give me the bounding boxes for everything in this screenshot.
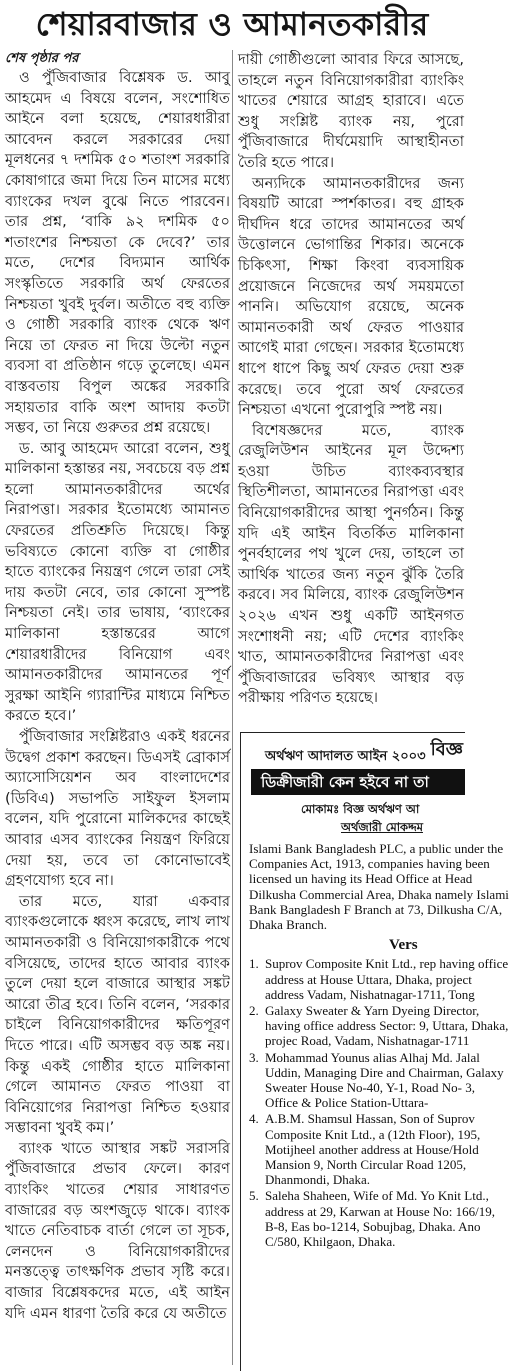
paragraph: ও পুঁজিবাজার বিশ্লেষক ড. আবু আহমেদ এ বিষয়ে বলেন, সংশোধিত আইনে বলা হয়েছে, শেয়ারধারীরা আবেদন করলে সরকারের দেয়া মূলধনের ৭ দশমিক ৫০ শতাংশ সরকারি কোষাগারে জমা দিয়ে তিন মাসের মধ্যে ব্যাংকের দখল বুঝে নিতে পারবেন। তার প্রশ্ন, ‘বাকি ৯২ দশমিক ৫০ শতাংশের নিশ্চয়তা কে দেবে?’ তার মতে, দেশের বিদ্যমান আর্থিক সংস্কৃতিতে সরকারি অর্থ ফেরতের নিশ্চয়তা খুবই দুর্বল। অতীতে বহু ব্যক্তি ও গোষ্ঠী সরকারি ব্যাংক থেকে ঋণ নিয়ে তা ফেরত না দিয়ে উল্টো নতুন ব্যবসা বা প্রতিষ্ঠান গড়ে তুলেছে। এমন বাস্তবতায় বিপুল অঙ্কের সরকারি সহায়তার বাকি অংশ আদায় কতটা সম্ভব, তা নিয়ে গুরুতর প্রশ্ন রয়েছে। bbox=[5, 69, 230, 437]
paragraph: অন্যদিকে আমানতকারীদের জন্য বিষয়টি আরো স্পর্শকাতর। বহু গ্রাহক দীর্ঘদিন ধরে তাদের আমানতের অর্থ উত্তোলনে ভোগান্তির শিকার। অনেকে চিকিৎসা, শিক্ষা কিংবা ব্যবসায়িক প্রয়োজনে নিজেদের অর্থ সময়মতো পাননি। অভিযোগ রয়েছে, অনেক আমানতকারী অর্থ ফেরত পাওয়ার আগেই মারা গেছেন। সরকার ইতোমধ্যে ধাপে ধাপে কিছু অর্থ ফেরত দেয়া শুরু করেছে। তবে পুরো অর্থ ফেরতের নিশ্চয়তা এখনো পুরোপুরি স্পষ্ট নয়। bbox=[238, 174, 464, 419]
notice-versus: Vers bbox=[389, 937, 418, 954]
notice-header bbox=[241, 733, 465, 763]
notice-body bbox=[249, 841, 509, 1250]
right-column bbox=[238, 50, 464, 707]
column-divider bbox=[232, 50, 233, 1365]
notice-intro: Islami Bank Bangladesh PLC, a public under the Companies Act, 1913, companies having been licensed un having its Head Office at Head Dilkusha Commercial Area, Dhaka namely Islami Bank Bangladesh F Branch at 73, Dilkusha C/A, Dhaka Branch. bbox=[249, 841, 509, 933]
notice-case-line: মোকামঃ বিজ্ঞ অর্থঋণ আ bbox=[301, 802, 420, 816]
paragraph: বিশেষজ্ঞদের মতে, ব্যাংক রেজুলিউশন আইনের মূল উদ্দেশ্য হওয়া উচিত ব্যাংকব্যবস্থার স্থিতিশীলতা, আমানতের নিরাপত্তা এবং বিনিয়োগকারীদের আস্থা পুনর্গঠন। কিন্তু যদি এই আইন বিতর্কিত মালিকানা পুনর্বহালের পথ খুলে দেয়, তাহলে তা আর্থিক খাতের জন্য নতুন ঝুঁকি তৈরি করবে। সব মিলিয়ে, ব্যাংক রেজুলিউশন ২০২৬ এখন শুধু একটি আইনগত সংশোধনী নয়; এটি দেশের ব্যাংকিং খাত, আমানতকারীদের নিরাপত্তা এবং পুঁজিবাজারের ভবিষ্যৎ আস্থার বড় পরীক্ষায় পরিণত হয়েছে। bbox=[238, 421, 464, 707]
list-item: 5. Saleha Shaheen, Wife of Md. Yo Knit Ltd., address at 29, Karwan at House No: 166/19, B-8, Eas bo-1214, Sobujbag, Dhaka. Ano C/580, Khilgaon, Dhaka. bbox=[249, 1188, 495, 1250]
left-column bbox=[5, 50, 230, 1365]
list-item: 3. Mohammad Younus alias Alhaj Md. Jalal Uddin, Managing Dire and Chairman, Galaxy Sweater House No-40, Y-1, Road No- 3, Office & Police Station-Uttara- bbox=[249, 1049, 504, 1111]
list-item: 2. Galaxy Sweater & Yarn Dyeing Director, having office address Sector: 9, Uttara, Dhaka, projec Road, Vadam, Nishatnagar-1711 bbox=[249, 1003, 509, 1049]
paragraph: তার মতে, যারা একবার ব্যাংকগুলোকে ধ্বংস করেছে, লাখ লাখ আমানতকারী ও বিনিয়োগকারীকে পথে বসিয়েছে, তাদের হাতে আবার ব্যাংক তুলে দেয়া হলে বাজারে আস্থার সঙ্কট আরো তীব্র হবে। তিনি বলেন, ‘সরকার চাইলে বিনিয়োগকারীদের ক্ষতিপূরণ দিতে পারে। এটি অসম্ভব বড় অঙ্ক নয়। কিন্তু একই গোষ্ঠীর হাতে মালিকানা গেলে আমানত ফেরত পাওয়া বা বিনিয়োগের নিরাপত্তা নিশ্চিত হওয়ার সম্ভাবনা খুবই কম।’ bbox=[5, 892, 230, 1137]
paragraph: ড. আবু আহমেদ আরো বলেন, শুধু মালিকানা হস্তান্তর নয়, সবচেয়ে বড় প্রশ্ন হলো আমানতকারীদের অর্থের নিরাপত্তা। সরকার ইতোমধ্যে আমানত ফেরতের প্রতিশ্রুতি দিয়েছে। কিন্তু ভবিষ্যতে কোনো ব্যক্তি বা গোষ্ঠীর হাতে ব্যাংকের নিয়ন্ত্রণ গেলে তারা সেই দায় কতটা নেবে, তার কোনো সুস্পষ্ট নিশ্চয়তা নেই। তার ভাষায়, ‘ব্যাংকের মালিকানা হস্তান্তরের আগে শেয়ারধারীদের বিনিয়োগ এবং আমানতকারীদের আমানতের পূর্ণ সুরক্ষা আইনি গ্যারান্টির মাধ্যমে নিশ্চিত করতে হবে।’ bbox=[5, 439, 230, 725]
notice-title: বিজ্ঞ bbox=[430, 739, 463, 760]
notice-law-line: অর্থঋণ আদালত আইন ২০০৩ bbox=[265, 749, 426, 764]
paragraph: ব্যাংক খাতে আস্থার সঙ্কট সরাসরি পুঁজিবাজারে প্রভাব ফেলে। কারণ ব্যাংকিং খাতের শেয়ার সাধারণত বাজারের বড় অংশজুড়ে থাকে। ব্যাংক খাতে নেতিবাচক বার্তা গেলে তা সূচক, লেনদেন ও বিনিয়োগকারীদের মনস্তত্ত্বে তাৎক্ষণিক প্রভাব সৃষ্টি করে। বাজার বিশ্লেষকদের মতে, এই আইন যদি এমন ধারণা তৈরি করে যে অতীতে bbox=[5, 1139, 230, 1322]
paragraph: পুঁজিবাজার সংশ্লিষ্টরাও একই ধরনের উদ্বেগ প্রকাশ করছেন। ডিএসই ব্রোকার্স অ্যাসোসিয়েশন অব বাংলাদেশের (ডিবিএ) সভাপতি সাইফুল ইসলাম বলেন, যদি পুরোনো মালিকদের কাছেই আবার এসব ব্যাংকের নিয়ন্ত্রণ ফিরিয়ে দেয়া হয়, তবে তা কোনোভাবেই গ্রহণযোগ্য হবে না। bbox=[5, 728, 230, 890]
paragraph: দায়ী গোষ্ঠীগুলো আবার ফিরে আসছে, তাহলে নতুন বিনিয়োগকারীরা ব্যাংকিং খাতের শেয়ারে আগ্রহ হারাবে। এতে শুধু সংশ্লিষ্ট ব্যাংক নয়, পুরো পুঁজিবাজারে দীর্ঘমেয়াদি আস্থাহীনতা তৈরি হতে পারে। bbox=[238, 51, 464, 171]
notice-banner: ডিক্রীজারী কেন হইবে না তা bbox=[251, 769, 465, 795]
list-item: 4. A.B.M. Shamsul Hassan, Son of Suprov Composite Knit Ltd., a (12th Floor), 195, Motijheel another address at House/Hold Mansion 9, North Circular Road 1205, Dhanmondi, Dhaka. bbox=[249, 1111, 481, 1188]
notice-case-line-2: অর্থজারী মোকদ্দম bbox=[341, 820, 423, 834]
legal-notice bbox=[240, 732, 509, 1371]
continued-label: শেষ পৃষ্ঠার পর bbox=[5, 51, 79, 66]
party-list bbox=[249, 956, 509, 1249]
headline: শেয়ারবাজার ও আমানতকারীর bbox=[35, 5, 429, 43]
list-item: 1. Suprov Composite Knit Ltd., rep having office address at House Uttara, Dhaka, project address Vadam, Nishatnagar-1711, Tong bbox=[249, 956, 509, 1002]
